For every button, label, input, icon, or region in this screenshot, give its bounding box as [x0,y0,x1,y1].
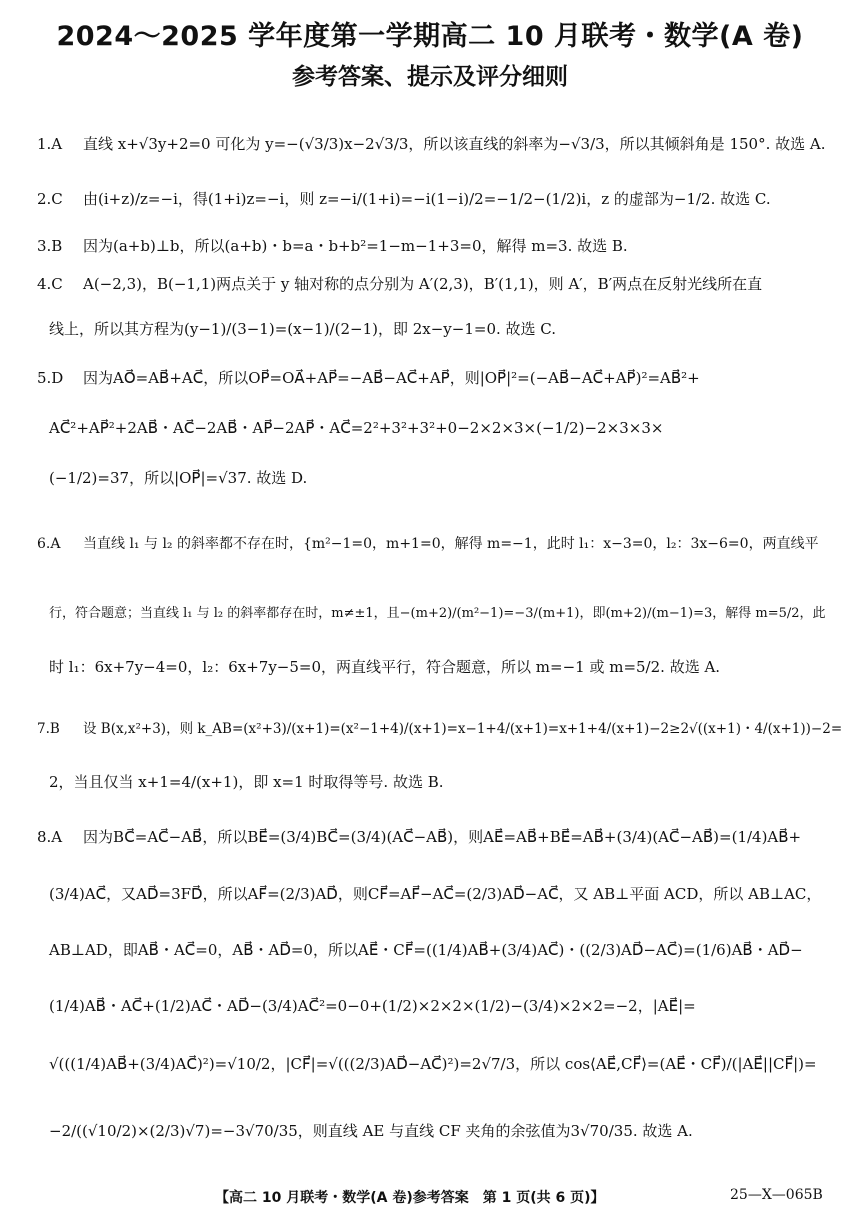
question-number: 3.B [37,237,63,255]
page-title: 2024～2025 学年度第一学期高二 10 月联考・数学(A 卷) [56,21,804,52]
page-subtitle: 参考答案、提示及评分细则 [292,64,568,90]
question-text: 因为(a+b)⊥b，所以(a+b)・b=a・b+b²=1−m−1+3=0，解得 m=3. 故选 B. [83,237,628,255]
question-8-line-6: −2/((√10/2)×(2/3)√7)=−3√70/35，则直线 AE 与直线 CF 夹角的余弦值为3√70/35. 故选 A. [49,1122,693,1140]
question-text: 当直线 l₁ 与 l₂ 的斜率都不存在时，{m²−1=0，m+1=0，解得 m=−1，此时 l₁：x−3=0，l₂：3x−6=0，两直线平 [83,536,819,552]
question-number: 1.A [37,135,63,153]
footer-page-info: 【高二 10 月联考・数学(A 卷)参考答案 第 1 页(共 6 页)】 [215,1190,605,1206]
question-3-line-1 [37,235,628,257]
question-7-line-2: 2，当且仅当 x+1=4/(x+1)，即 x=1 时取得等号. 故选 B. [49,773,444,791]
question-text: A(−2,3)，B(−1,1)两点关于 y 轴对称的点分别为 A′(2,3)，B′(1,1)，则 A′，B′两点在反射光线所在直 [83,275,763,293]
question-number: 2.C [37,190,63,208]
question-text: 因为AO⃗=AB⃗+AC⃗，所以OP⃗=OA⃗+AP⃗=−AB⃗−AC⃗+AP⃗，则|OP⃗|²=(−AB⃗−AC⃗+AP⃗)²=AB⃗²+ [83,369,700,387]
question-1-line-1 [37,133,826,155]
question-number: 5.D [37,369,64,387]
question-6-line-3: 时 l₁：6x+7y−4=0，l₂：6x+7y−5=0，两直线平行，符合题意，所以 m=−1 或 m=5/2. 故选 A. [49,658,721,676]
question-number: 6.A [37,536,61,552]
question-text: 设 B(x,x²+3)，则 k_AB=(x²+3)/(x+1)=(x²−1+4)/(x+1)=x−1+4/(x+1)=x+1+4/(x+1)−2≥2√((x+1)・4/(x+1))−2= [83,721,843,737]
question-4-line-1 [37,273,762,295]
question-4-line-2: 线上，所以其方程为(y−1)/(3−1)=(x−1)/(2−1)，即 2x−y−1=0. 故选 C. [49,320,557,338]
question-5-line-2: AC⃗²+AP⃗²+2AB⃗・AC⃗−2AB⃗・AP⃗−2AP⃗・AC⃗=2²+3²+3²+0−2×2×3×(−1/2)−2×3×3× [49,419,664,437]
question-text: 由(i+z)/z=−i，得(1+i)z=−i，则 z=−i/(1+i)=−i(1−i)/2=−1/2−(1/2)i，z 的虚部为−1/2. 故选 C. [83,190,771,208]
question-5-line-1 [37,367,700,389]
question-2-line-1 [37,188,771,210]
question-number: 7.B [37,721,60,737]
question-text: 因为BC⃗=AC⃗−AB⃗，所以BE⃗=(3/4)BC⃗=(3/4)(AC⃗−AB⃗)，则AE⃗=AB⃗+BE⃗=AB⃗+(3/4)(AC⃗−AB⃗)=(1/4)AB⃗+ [83,828,802,846]
question-8-line-4: (1/4)AB⃗・AC⃗+(1/2)AC⃗・AD⃗−(3/4)AC⃗²=0−0+(1/2)×2×2×(1/2)−(3/4)×2×2=−2，|AE⃗|= [49,997,696,1015]
question-8-line-5: √(((1/4)AB⃗+(3/4)AC⃗)²)=√10/2，|CF⃗|=√(((2/3)AD⃗−AC⃗)²)=2√7/3，所以 cos⟨AE⃗,CF⃗⟩=(AE⃗・CF⃗)/(|AE⃗||CF⃗|)= [49,1055,817,1073]
footer-code: 25—X—065B [730,1187,823,1203]
question-5-line-3: (−1/2)=37，所以|OP⃗|=√37. 故选 D. [49,469,308,487]
question-6-line-2: 行，符合题意；当直线 l₁ 与 l₂ 的斜率都存在时，m≠±1，且−(m+2)/(m²−1)=−3/(m+1)，即(m+2)/(m−1)=3，解得 m=5/2，此 [49,606,826,621]
question-8-line-2: (3/4)AC⃗，又AD⃗=3FD⃗，所以AF⃗=(2/3)AD⃗，则CF⃗=AF⃗−AC⃗=(2/3)AD⃗−AC⃗，又 AB⊥平面 ACD，所以 AB⊥AC， [49,885,822,903]
question-8-line-3: AB⊥AD，即AB⃗・AC⃗=0，AB⃗・AD⃗=0，所以AE⃗・CF⃗=((1/4)AB⃗+(3/4)AC⃗)・((2/3)AD⃗−AC⃗)=(1/6)AB⃗・AD⃗− [49,941,803,959]
question-6-line-1 [37,533,819,555]
question-number: 4.C [37,275,63,293]
question-number: 8.A [37,828,63,846]
question-8-line-1 [37,826,801,848]
question-7-line-1 [37,718,842,740]
question-text: 直线 x+√3y+2=0 可化为 y=−(√3/3)x−2√3/3，所以该直线的斜率为−√3/3，所以其倾斜角是 150°. 故选 A. [83,135,826,153]
